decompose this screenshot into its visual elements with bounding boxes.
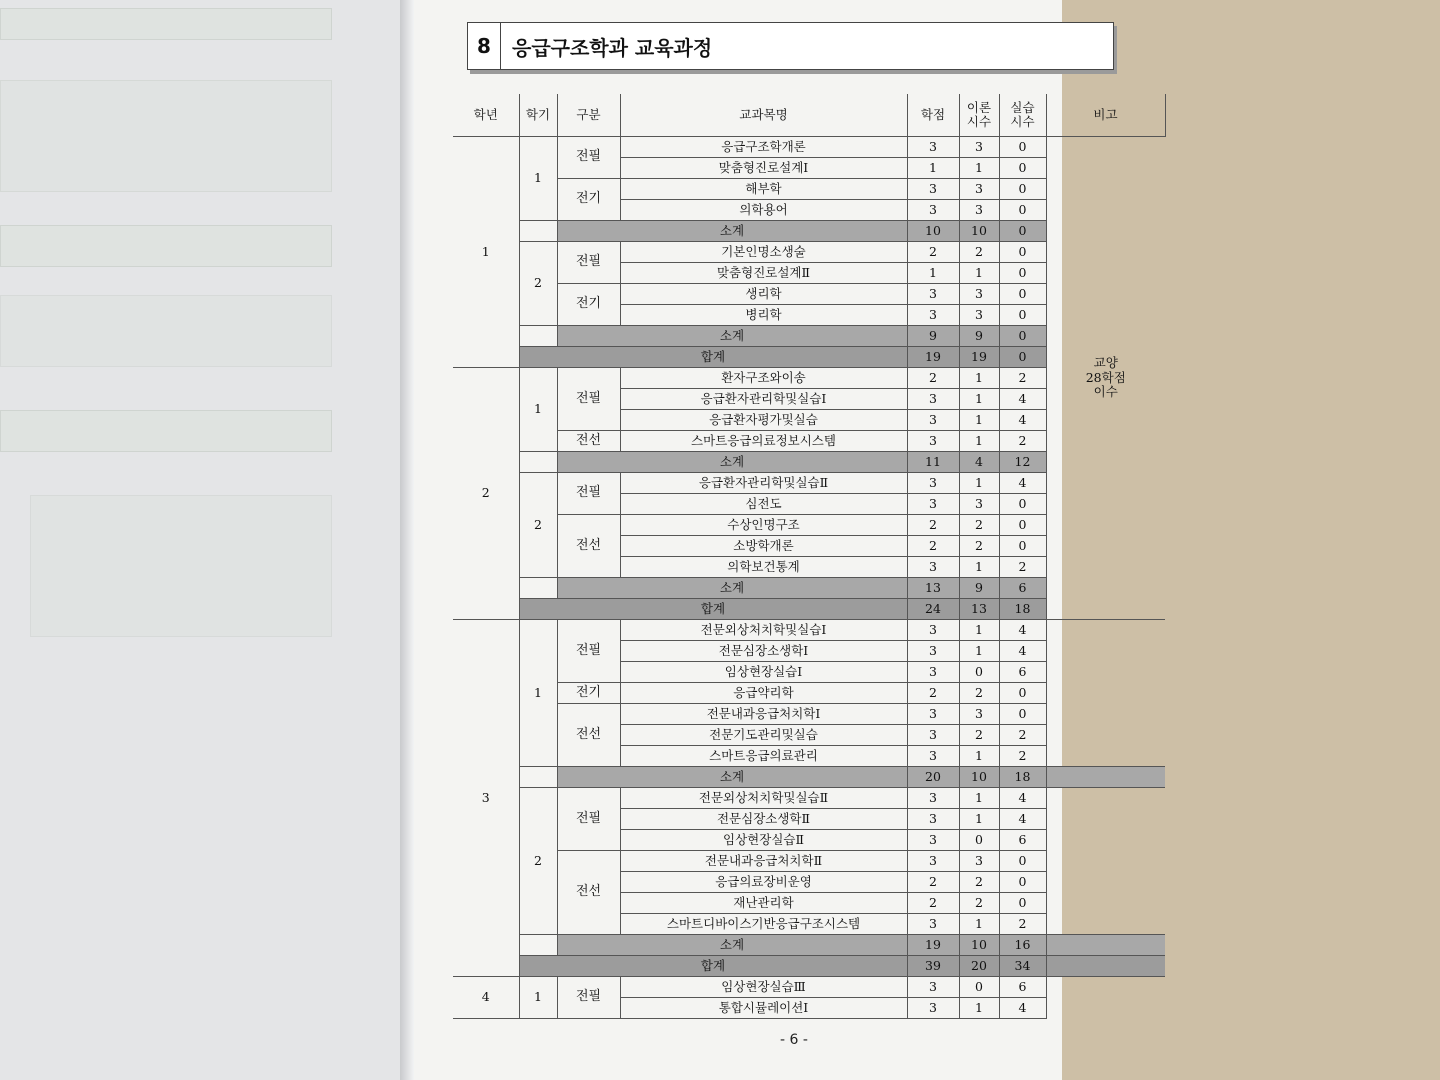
credits-cell: 2 xyxy=(907,242,959,263)
practice-hours-cell: 4 xyxy=(999,788,1046,809)
subtotal-theory: 4 xyxy=(959,452,999,473)
practice-hours-cell: 0 xyxy=(999,305,1046,326)
practice-hours-cell: 0 xyxy=(999,263,1046,284)
credits-cell: 3 xyxy=(907,620,959,641)
subtotal-semester-blank xyxy=(519,935,557,956)
practice-hours-cell: 4 xyxy=(999,473,1046,494)
total-credits: 19 xyxy=(907,347,959,368)
practice-hours-cell: 4 xyxy=(999,389,1046,410)
credits-cell: 3 xyxy=(907,494,959,515)
subtotal-row xyxy=(453,935,1165,956)
practice-hours-cell: 4 xyxy=(999,620,1046,641)
credits-cell: 1 xyxy=(907,158,959,179)
semester-cell: 2 xyxy=(519,242,557,326)
remarks-empty-cell xyxy=(1046,788,1165,809)
credits-cell: 2 xyxy=(907,683,959,704)
semester-cell: 1 xyxy=(519,620,557,767)
practice-hours-cell: 2 xyxy=(999,431,1046,452)
credits-cell: 3 xyxy=(907,431,959,452)
semester-cell: 1 xyxy=(519,368,557,452)
credits-cell: 3 xyxy=(907,977,959,998)
book-spine xyxy=(400,0,414,1080)
subtotal-credits: 13 xyxy=(907,578,959,599)
credits-cell: 3 xyxy=(907,179,959,200)
course-name: 맞춤형진로설계Ⅰ xyxy=(620,158,907,179)
page-number: - 6 - xyxy=(780,1032,808,1048)
course-name: 스마트응급의료정보시스템 xyxy=(620,431,907,452)
practice-hours-cell: 0 xyxy=(999,704,1046,725)
theory-hours-cell: 1 xyxy=(959,389,999,410)
course-name: 통합시뮬레이션Ⅰ xyxy=(620,998,907,1019)
practice-hours-cell: 0 xyxy=(999,137,1046,158)
practice-hours-cell: 0 xyxy=(999,872,1046,893)
course-name: 전문내과응급처치학Ⅰ xyxy=(620,704,907,725)
subtotal-practice: 12 xyxy=(999,452,1046,473)
subtotal-label: 소계 xyxy=(557,935,907,956)
course-name: 스마트디바이스기반응급구조시스템 xyxy=(620,914,907,935)
theory-hours-cell: 0 xyxy=(959,977,999,998)
practice-hours-cell: 0 xyxy=(999,200,1046,221)
practice-hours-cell: 2 xyxy=(999,914,1046,935)
semester-cell: 1 xyxy=(519,977,557,1019)
course-name: 환자구조와이송 xyxy=(620,368,907,389)
subtotal-practice: 0 xyxy=(999,326,1046,347)
total-credits: 24 xyxy=(907,599,959,620)
theory-hours-cell: 1 xyxy=(959,263,999,284)
remarks-empty-cell xyxy=(1046,872,1165,893)
category-cell: 전선 xyxy=(557,704,620,767)
category-cell: 전선 xyxy=(557,851,620,935)
semester-cell: 2 xyxy=(519,473,557,578)
course-name: 재난관리학 xyxy=(620,893,907,914)
theory-hours-cell: 2 xyxy=(959,872,999,893)
practice-hours-cell: 0 xyxy=(999,242,1046,263)
theory-hours-cell: 2 xyxy=(959,536,999,557)
theory-hours-cell: 1 xyxy=(959,368,999,389)
theory-hours-cell: 1 xyxy=(959,431,999,452)
header-theory-hours: 이론 시수 xyxy=(959,94,999,137)
theory-hours-cell: 1 xyxy=(959,557,999,578)
practice-hours-cell: 0 xyxy=(999,536,1046,557)
course-name: 전문심장소생학Ⅰ xyxy=(620,641,907,662)
header-credits: 학점 xyxy=(907,94,959,137)
category-cell: 전필 xyxy=(557,137,620,179)
practice-hours-cell: 2 xyxy=(999,746,1046,767)
practice-hours-cell: 0 xyxy=(999,284,1046,305)
course-name: 응급구조학개론 xyxy=(620,137,907,158)
course-name: 의학보건통계 xyxy=(620,557,907,578)
course-name: 응급약리학 xyxy=(620,683,907,704)
subtotal-theory: 9 xyxy=(959,326,999,347)
course-name: 전문기도관리및실습 xyxy=(620,725,907,746)
remarks-empty-cell xyxy=(1046,893,1165,914)
credits-cell: 2 xyxy=(907,368,959,389)
table-row xyxy=(453,137,1165,158)
category-cell: 전필 xyxy=(557,242,620,284)
course-name: 수상인명구조 xyxy=(620,515,907,536)
course-name: 스마트응급의료관리 xyxy=(620,746,907,767)
credits-cell: 3 xyxy=(907,284,959,305)
credits-cell: 3 xyxy=(907,998,959,1019)
ghost-heading-bar xyxy=(0,8,332,40)
course-name: 전문내과응급처치학Ⅱ xyxy=(620,851,907,872)
practice-hours-cell: 2 xyxy=(999,557,1046,578)
practice-hours-cell: 4 xyxy=(999,998,1046,1019)
theory-hours-cell: 2 xyxy=(959,242,999,263)
theory-hours-cell: 1 xyxy=(959,473,999,494)
course-name: 임상현장실습Ⅲ xyxy=(620,977,907,998)
credits-cell: 1 xyxy=(907,263,959,284)
table-header-row xyxy=(453,94,1165,137)
theory-hours-cell: 3 xyxy=(959,851,999,872)
subtotal-theory: 10 xyxy=(959,935,999,956)
subtotal-semester-blank xyxy=(519,326,557,347)
credits-cell: 3 xyxy=(907,410,959,431)
course-name: 임상현장실습Ⅰ xyxy=(620,662,907,683)
subtotal-theory: 10 xyxy=(959,767,999,788)
subtotal-theory: 10 xyxy=(959,221,999,242)
category-cell: 전선 xyxy=(557,515,620,578)
subtotal-practice: 0 xyxy=(999,221,1046,242)
practice-hours-cell: 0 xyxy=(999,683,1046,704)
theory-hours-cell: 3 xyxy=(959,200,999,221)
grade-cell: 3 xyxy=(453,620,519,977)
subtotal-credits: 10 xyxy=(907,221,959,242)
course-name: 소방학개론 xyxy=(620,536,907,557)
theory-hours-cell: 0 xyxy=(959,662,999,683)
theory-hours-cell: 3 xyxy=(959,305,999,326)
subtotal-label: 소계 xyxy=(557,578,907,599)
subtotal-practice: 18 xyxy=(999,767,1046,788)
total-extension xyxy=(1046,956,1165,977)
subtotal-semester-blank xyxy=(519,452,557,473)
credits-cell: 3 xyxy=(907,704,959,725)
practice-hours-cell: 0 xyxy=(999,851,1046,872)
total-row xyxy=(453,956,1165,977)
credits-cell: 3 xyxy=(907,809,959,830)
remarks-empty-cell xyxy=(1046,620,1165,641)
ghost-table xyxy=(0,295,332,367)
section-title: 응급구조학과 교육과정 xyxy=(512,35,713,60)
theory-hours-cell: 2 xyxy=(959,893,999,914)
credits-cell: 3 xyxy=(907,746,959,767)
remarks-empty-cell xyxy=(1046,662,1165,683)
theory-hours-cell: 1 xyxy=(959,620,999,641)
course-name: 응급환자평가및실습 xyxy=(620,410,907,431)
grade-cell: 2 xyxy=(453,368,519,620)
category-cell: 전기 xyxy=(557,284,620,326)
remarks-empty-cell xyxy=(1046,914,1165,935)
credits-cell: 3 xyxy=(907,473,959,494)
category-cell: 전필 xyxy=(557,620,620,683)
credits-cell: 2 xyxy=(907,536,959,557)
header-remarks: 비고 xyxy=(1046,94,1165,137)
remarks-cell: 교양 28학점 이수 xyxy=(1046,137,1165,620)
credits-cell: 3 xyxy=(907,557,959,578)
course-name: 전문심장소생학Ⅱ xyxy=(620,809,907,830)
total-practice: 0 xyxy=(999,347,1046,368)
remarks-empty-cell xyxy=(1046,746,1165,767)
total-theory: 19 xyxy=(959,347,999,368)
total-practice: 18 xyxy=(999,599,1046,620)
practice-hours-cell: 4 xyxy=(999,641,1046,662)
theory-hours-cell: 1 xyxy=(959,641,999,662)
theory-hours-cell: 1 xyxy=(959,998,999,1019)
ghost-table xyxy=(0,80,332,192)
ghost-table xyxy=(30,495,332,637)
total-theory: 13 xyxy=(959,599,999,620)
theory-hours-cell: 3 xyxy=(959,284,999,305)
subtotal-practice: 16 xyxy=(999,935,1046,956)
subtotal-credits: 20 xyxy=(907,767,959,788)
remarks-empty-cell xyxy=(1046,998,1165,1019)
header-category: 구분 xyxy=(557,94,620,137)
table-row xyxy=(453,977,1165,998)
subtotal-semester-blank xyxy=(519,221,557,242)
total-label: 합계 xyxy=(519,599,907,620)
practice-hours-cell: 4 xyxy=(999,809,1046,830)
credits-cell: 2 xyxy=(907,872,959,893)
course-name: 응급의료장비운영 xyxy=(620,872,907,893)
category-cell: 전필 xyxy=(557,368,620,431)
practice-hours-cell: 0 xyxy=(999,158,1046,179)
remarks-empty-cell xyxy=(1046,809,1165,830)
section-title-box xyxy=(467,22,1114,70)
table-row xyxy=(453,704,1165,725)
theory-hours-cell: 2 xyxy=(959,683,999,704)
category-cell: 전필 xyxy=(557,977,620,1019)
theory-hours-cell: 0 xyxy=(959,830,999,851)
theory-hours-cell: 1 xyxy=(959,158,999,179)
practice-hours-cell: 6 xyxy=(999,977,1046,998)
remarks-empty-cell xyxy=(1046,683,1165,704)
practice-hours-cell: 6 xyxy=(999,830,1046,851)
course-name: 생리학 xyxy=(620,284,907,305)
course-name: 병리학 xyxy=(620,305,907,326)
table-row xyxy=(453,620,1165,641)
subtotal-semester-blank xyxy=(519,578,557,599)
table-row xyxy=(453,851,1165,872)
course-name: 전문외상처치학및실습Ⅱ xyxy=(620,788,907,809)
total-practice: 34 xyxy=(999,956,1046,977)
credits-cell: 2 xyxy=(907,893,959,914)
subtotal-extension xyxy=(1046,935,1165,956)
theory-hours-cell: 1 xyxy=(959,410,999,431)
practice-hours-cell: 6 xyxy=(999,662,1046,683)
practice-hours-cell: 0 xyxy=(999,179,1046,200)
curriculum-table xyxy=(453,94,1166,1019)
theory-hours-cell: 3 xyxy=(959,704,999,725)
grade-cell: 1 xyxy=(453,137,519,368)
practice-hours-cell: 2 xyxy=(999,368,1046,389)
category-cell: 전필 xyxy=(557,788,620,851)
header-course: 교과목명 xyxy=(620,94,907,137)
course-name: 임상현장실습Ⅱ xyxy=(620,830,907,851)
credits-cell: 2 xyxy=(907,515,959,536)
subtotal-credits: 11 xyxy=(907,452,959,473)
practice-hours-cell: 2 xyxy=(999,725,1046,746)
course-name: 응급환자관리학및실습Ⅱ xyxy=(620,473,907,494)
semester-cell: 2 xyxy=(519,788,557,935)
subtotal-label: 소계 xyxy=(557,767,907,788)
header-grade: 학년 xyxy=(453,94,519,137)
practice-hours-cell: 0 xyxy=(999,893,1046,914)
header-practice-hours: 실습 시수 xyxy=(999,94,1046,137)
subtotal-theory: 9 xyxy=(959,578,999,599)
remarks-empty-cell xyxy=(1046,830,1165,851)
ghost-heading-bar xyxy=(0,225,332,267)
theory-hours-cell: 1 xyxy=(959,746,999,767)
subtotal-label: 소계 xyxy=(557,452,907,473)
left-page xyxy=(0,0,400,1080)
credits-cell: 3 xyxy=(907,200,959,221)
subtotal-practice: 6 xyxy=(999,578,1046,599)
subtotal-label: 소계 xyxy=(557,326,907,347)
credits-cell: 3 xyxy=(907,725,959,746)
practice-hours-cell: 4 xyxy=(999,410,1046,431)
credits-cell: 3 xyxy=(907,830,959,851)
credits-cell: 3 xyxy=(907,914,959,935)
subtotal-row xyxy=(453,767,1165,788)
total-theory: 20 xyxy=(959,956,999,977)
course-name: 기본인명소생술 xyxy=(620,242,907,263)
course-name: 해부학 xyxy=(620,179,907,200)
theory-hours-cell: 3 xyxy=(959,179,999,200)
table-row xyxy=(453,683,1165,704)
credits-cell: 3 xyxy=(907,662,959,683)
credits-cell: 3 xyxy=(907,389,959,410)
category-cell: 전기 xyxy=(557,683,620,704)
subtotal-credits: 19 xyxy=(907,935,959,956)
course-name: 맞춤형진로설계Ⅱ xyxy=(620,263,907,284)
total-credits: 39 xyxy=(907,956,959,977)
course-name: 전문외상처치학및실습Ⅰ xyxy=(620,620,907,641)
category-cell: 전기 xyxy=(557,179,620,221)
ghost-heading-bar xyxy=(0,410,332,452)
theory-hours-cell: 1 xyxy=(959,788,999,809)
table-row xyxy=(453,788,1165,809)
remarks-empty-cell xyxy=(1046,851,1165,872)
subtotal-label: 소계 xyxy=(557,221,907,242)
remarks-empty-cell xyxy=(1046,704,1165,725)
theory-hours-cell: 1 xyxy=(959,914,999,935)
subtotal-extension xyxy=(1046,767,1165,788)
course-name: 심전도 xyxy=(620,494,907,515)
credits-cell: 3 xyxy=(907,305,959,326)
theory-hours-cell: 3 xyxy=(959,494,999,515)
credits-cell: 3 xyxy=(907,641,959,662)
theory-hours-cell: 3 xyxy=(959,137,999,158)
total-label: 합계 xyxy=(519,956,907,977)
credits-cell: 3 xyxy=(907,788,959,809)
subtotal-semester-blank xyxy=(519,767,557,788)
remarks-empty-cell xyxy=(1046,641,1165,662)
semester-cell: 1 xyxy=(519,137,557,221)
theory-hours-cell: 1 xyxy=(959,809,999,830)
course-name: 응급환자관리학및실습Ⅰ xyxy=(620,389,907,410)
category-cell: 전선 xyxy=(557,431,620,452)
header-semester: 학기 xyxy=(519,94,557,137)
section-number: 8 xyxy=(468,23,501,69)
credits-cell: 3 xyxy=(907,851,959,872)
remarks-empty-cell xyxy=(1046,977,1165,998)
practice-hours-cell: 0 xyxy=(999,494,1046,515)
category-cell: 전필 xyxy=(557,473,620,515)
remarks-empty-cell xyxy=(1046,725,1165,746)
total-label: 합계 xyxy=(519,347,907,368)
practice-hours-cell: 0 xyxy=(999,515,1046,536)
grade-cell: 4 xyxy=(453,977,519,1019)
theory-hours-cell: 2 xyxy=(959,515,999,536)
subtotal-credits: 9 xyxy=(907,326,959,347)
theory-hours-cell: 2 xyxy=(959,725,999,746)
credits-cell: 3 xyxy=(907,137,959,158)
course-name: 의학용어 xyxy=(620,200,907,221)
